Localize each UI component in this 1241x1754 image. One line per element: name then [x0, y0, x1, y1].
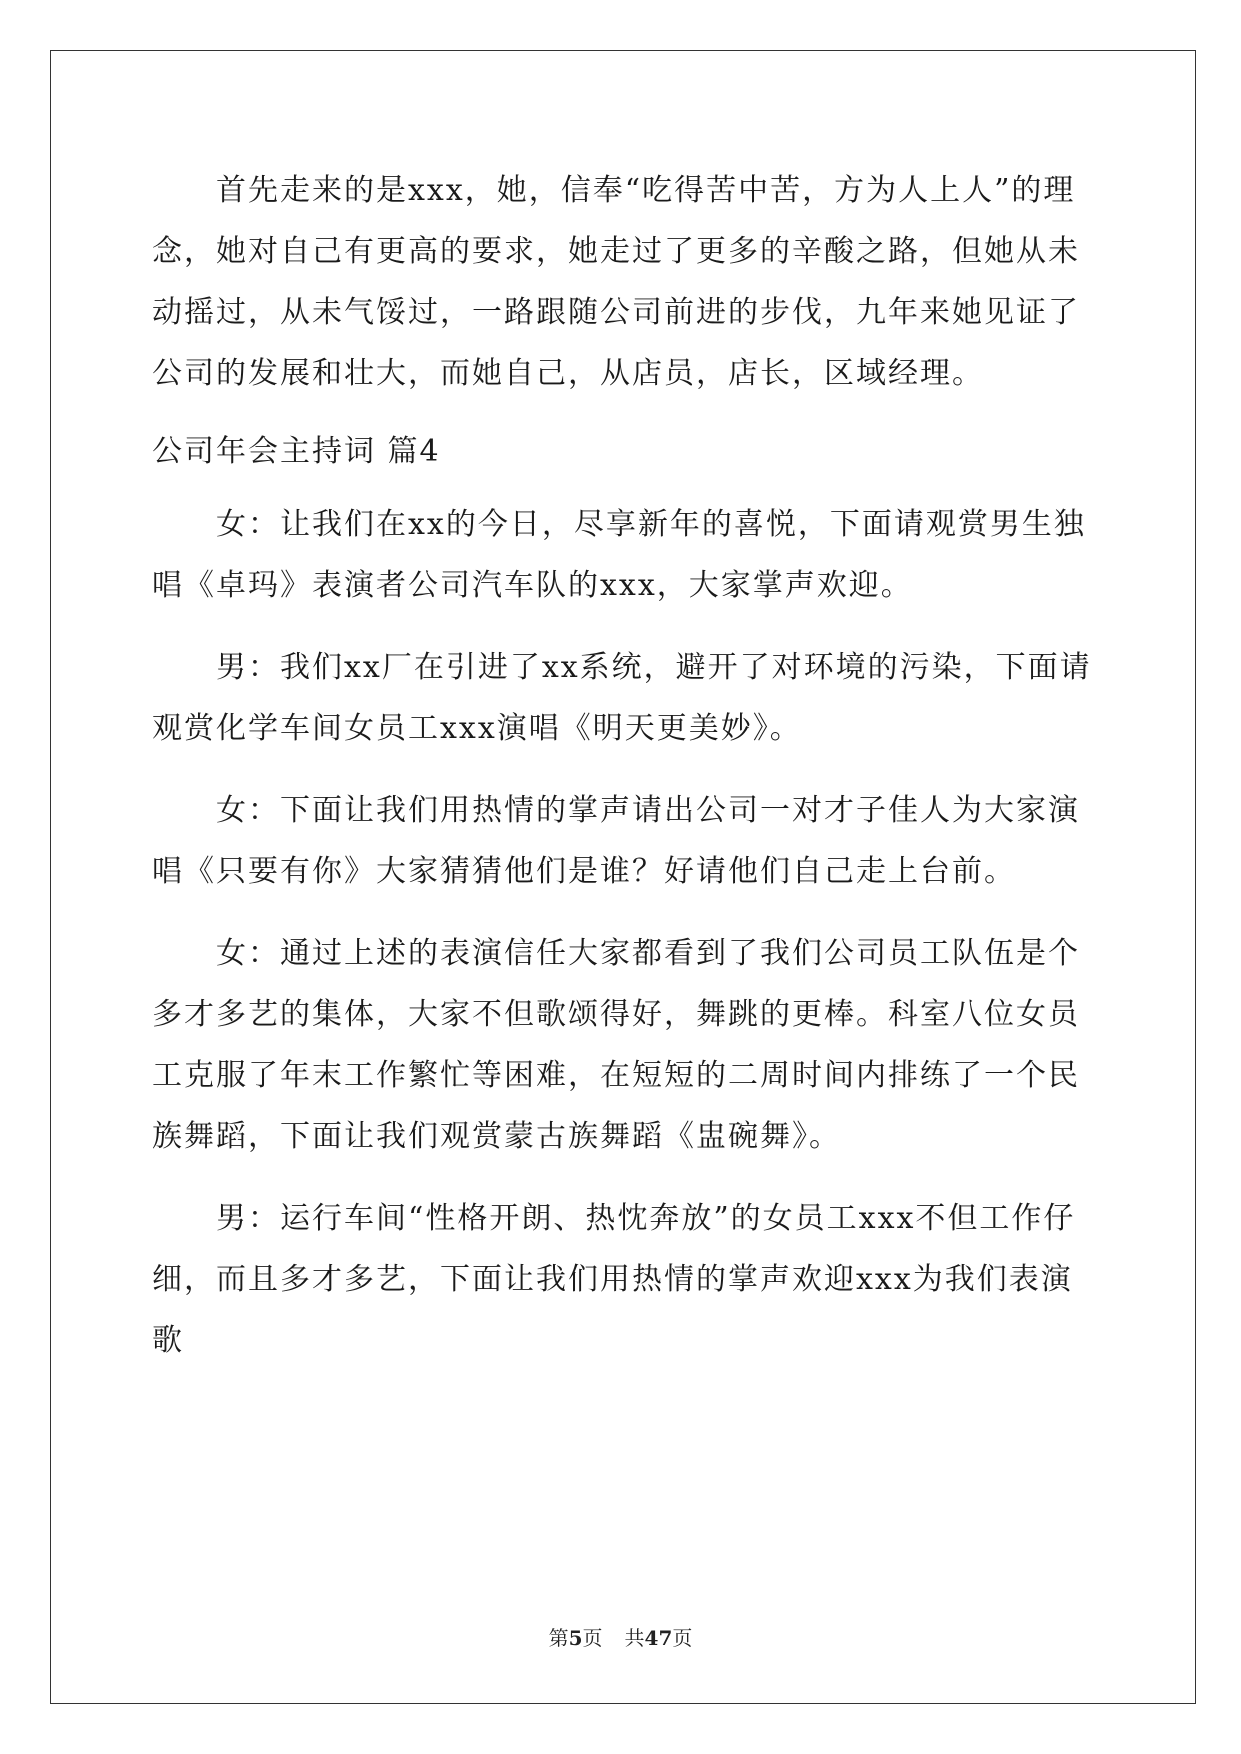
page-footer — [0, 1622, 1241, 1651]
page-total: 47 — [644, 1626, 673, 1650]
paragraph: 男：我们xx厂在引进了xx系统，避开了对环境的污染，下面请观赏化学车间女员工xxx演唱《明天更美妙》。 — [152, 650, 1092, 746]
page-number: 5 — [568, 1626, 583, 1650]
section-heading: 公司年会主持词 篇4 — [152, 434, 441, 469]
paragraph: 男：运行车间“性格开朗、热忱奔放”的女员工xxx不但工作仔细，而且多才多艺，下面让我们用热情的掌声欢迎xxx为我们表演歌 — [152, 1201, 1076, 1358]
total-prefix: 共 — [624, 1626, 645, 1650]
paragraph: 女：下面让我们用热情的掌声请出公司一对才子佳人为大家演唱《只要有你》大家猜猜他们是谁？好请他们自己走上台前。 — [152, 793, 1080, 889]
paragraph: 女：让我们在xx的今日，尽享新年的喜悦，下面请观赏男生独唱《卓玛》表演者公司汽车队的xxx，大家掌声欢迎。 — [152, 507, 1086, 603]
page-suffix: 页 — [582, 1626, 603, 1650]
page-prefix: 第 — [548, 1626, 569, 1650]
document-body — [152, 160, 1092, 1371]
paragraph: 女：通过上述的表演信任大家都看到了我们公司员工队伍是个多才多艺的集体，大家不但歌颂得好，舞跳的更棒。科室八位女员工克服了年末工作繁忙等困难，在短短的二周时间内排练了一个民族舞蹈，下面让我们观赏蒙古族舞蹈《盅碗舞》。 — [152, 936, 1080, 1154]
total-suffix: 页 — [672, 1626, 693, 1650]
paragraph: 首先走来的是xxx，她，信奉“吃得苦中苦，方为人上人”的理念，她对自己有更高的要求，她走过了更多的辛酸之路，但她从未动摇过，从未气馁过，一路跟随公司前进的步伐，九年来她见证了公司的发展和壮大，而她自己，从店员，店长，区域经理。 — [152, 173, 1080, 391]
